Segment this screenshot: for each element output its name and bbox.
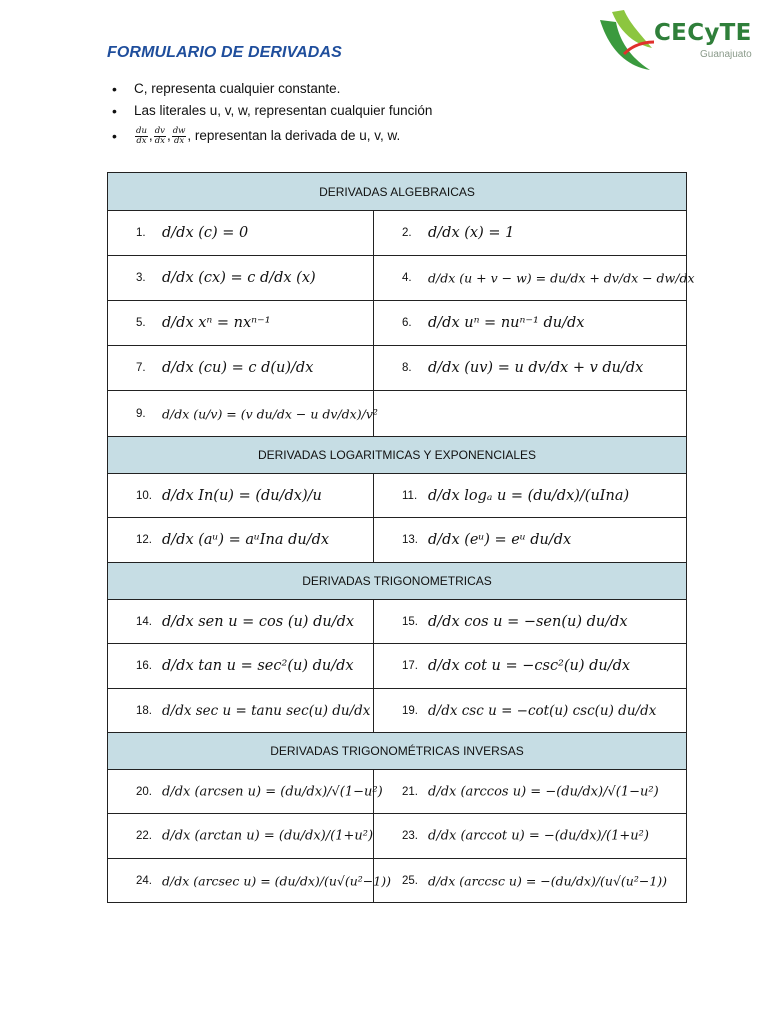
fraction: $\frac{dv}{dx}$ xyxy=(154,125,165,146)
formula-cell: 14. d/dx sen u = cos (u) du/dx xyxy=(108,600,374,644)
formula-cell: 7. d/dx (cu) = c d(u)/dx xyxy=(108,346,374,391)
formula-cell: 16. d/dx tan u = sec²(u) du/dx xyxy=(108,644,374,689)
formula-cell: 19. d/dx csc u = −cot(u) csc(u) du/dx xyxy=(374,689,687,733)
logo-name: CECyTE xyxy=(654,20,752,46)
section-header: DERIVADAS TRIGONOMÉTRICAS INVERSAS xyxy=(108,733,687,770)
formula-cell: 13. d/dx (eᵘ) = eᵘ du/dx xyxy=(374,518,687,563)
formula-cell: 12. d/dx (aᵘ) = aᵘIna du/dx xyxy=(108,518,374,563)
formula-cell: 5. d/dx xⁿ = nxⁿ⁻¹ xyxy=(108,301,374,346)
bullet-item: • $\frac{du}{dx}$ , $\frac{dv}{dx}$ , $\frac{dw}{dx}$ , representan la derivada de u, v, w. xyxy=(112,122,672,150)
empty-cell xyxy=(374,391,687,437)
formula-cell: 11. d/dx logₐ u = (du/dx)/(uIna) xyxy=(374,474,687,518)
formula-cell: 18. d/dx sec u = tanu sec(u) du/dx xyxy=(108,689,374,733)
formula-cell: 23. d/dx (arccot u) = −(du/dx)/(1+u²) xyxy=(374,814,687,859)
formula-cell: 20. d/dx (arcsen u) = (du/dx)/√(1−u²) xyxy=(108,770,374,814)
section-header: DERIVADAS TRIGONOMETRICAS xyxy=(108,563,687,600)
formula-cell: 24. d/dx (arcsec u) = (du/dx)/(u√(u²−1)) xyxy=(108,859,374,903)
formula-cell: 25. d/dx (arccsc u) = −(du/dx)/(u√(u²−1)) xyxy=(374,859,687,903)
logo-subtitle: Guanajuato xyxy=(700,49,752,60)
formula-cell: 4. d/dx (u + v − w) = du/dx + dv/dx − dw/dx xyxy=(374,256,687,301)
formula-cell: 10. d/dx In(u) = (du/dx)/u xyxy=(108,474,374,518)
section-header: DERIVADAS ALGEBRAICAS xyxy=(108,173,687,211)
formula-cell: 22. d/dx (arctan u) = (du/dx)/(1+u²) xyxy=(108,814,374,859)
formula-cell: 1. d/dx (c) = 0 xyxy=(108,211,374,256)
bullet-item: • C, representa cualquier constante. xyxy=(112,78,672,100)
page-title: FORMULARIO DE DERIVADAS xyxy=(107,44,342,61)
formula-cell: 17. d/dx cot u = −csc²(u) du/dx xyxy=(374,644,687,689)
formula-cell: 6. d/dx uⁿ = nuⁿ⁻¹ du/dx xyxy=(374,301,687,346)
formula-cell: 8. d/dx (uv) = u dv/dx + v du/dx xyxy=(374,346,687,391)
bullet-item: • Las literales u, v, w, representan cualquier función xyxy=(112,100,672,122)
derivatives-table xyxy=(107,172,695,903)
bullet-list xyxy=(112,78,672,150)
fraction: $\frac{dw}{dx}$ xyxy=(172,125,186,146)
section-header: DERIVADAS LOGARITMICAS Y EXPONENCIALES xyxy=(108,437,687,474)
formula-cell: 9. d/dx (u/v) = (v du/dx − u dv/dx)/v² xyxy=(108,391,374,437)
formula-cell: 15. d/dx cos u = −sen(u) du/dx xyxy=(374,600,687,644)
fraction: • $\frac{du}{dx}$ xyxy=(136,125,147,146)
formula-cell: 2. d/dx (x) = 1 xyxy=(374,211,687,256)
formula-cell: 3. d/dx (cx) = c d/dx (x) xyxy=(108,256,374,301)
formula-cell: 21. d/dx (arccos u) = −(du/dx)/√(1−u²) xyxy=(374,770,687,814)
